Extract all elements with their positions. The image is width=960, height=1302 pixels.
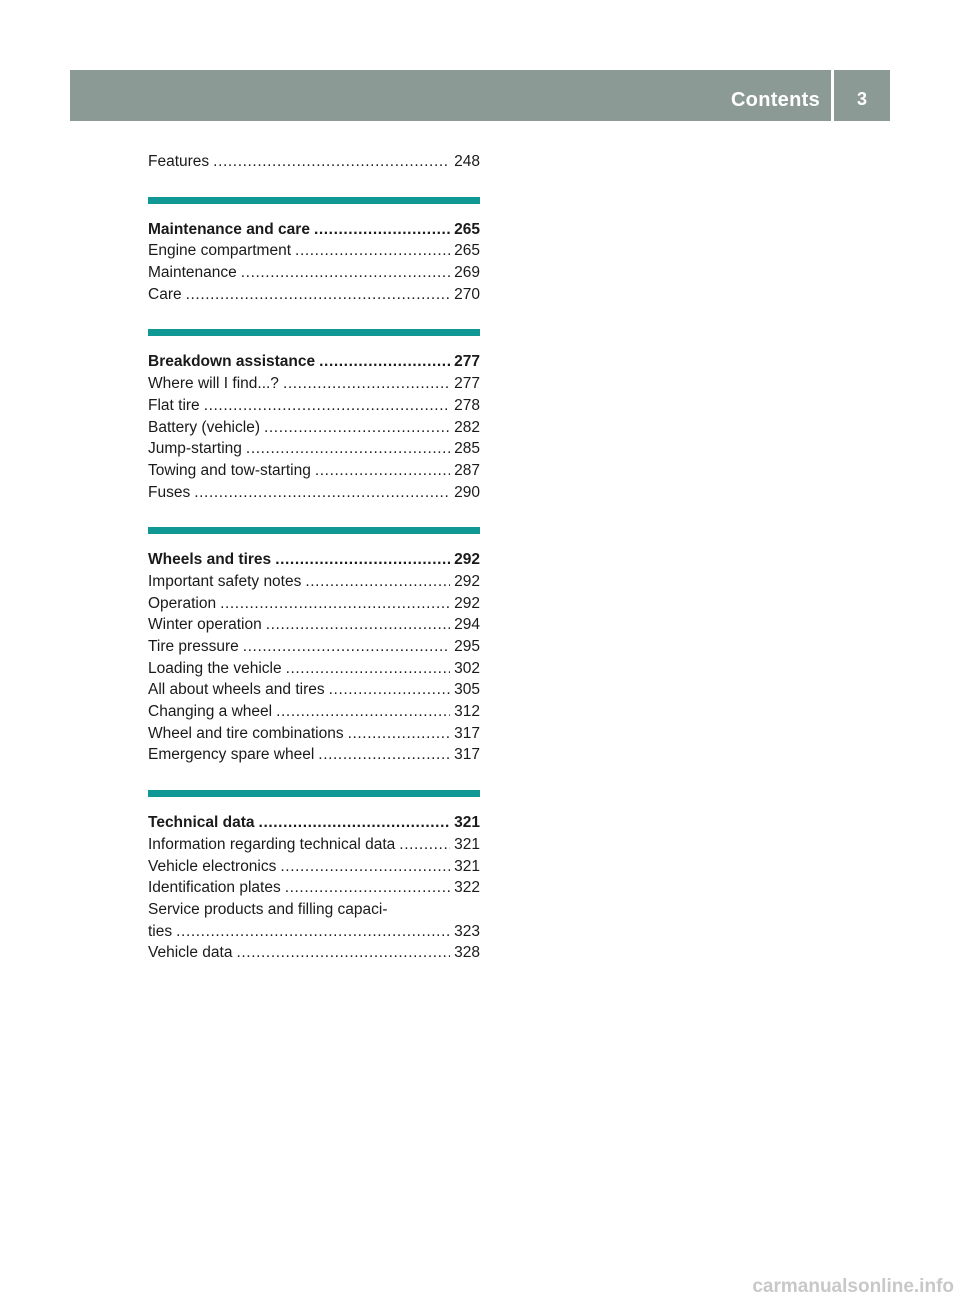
toc-entry-continued-label: ties bbox=[148, 922, 173, 940]
toc-entry-label: Emergency spare wheel bbox=[148, 746, 315, 764]
section-heading-page: 265 bbox=[454, 220, 480, 238]
toc-entry-label: Fuses bbox=[148, 483, 191, 501]
dot-leader bbox=[285, 877, 450, 899]
table-of-contents bbox=[148, 151, 480, 964]
section-heading-label: Breakdown assistance bbox=[148, 353, 316, 371]
toc-entry[interactable] bbox=[148, 438, 480, 460]
dot-leader bbox=[305, 571, 450, 593]
toc-entry-label: All about wheels and tires bbox=[148, 681, 325, 699]
toc-entry-label: Flat tire bbox=[148, 396, 200, 414]
toc-entry-page: 282 bbox=[454, 418, 480, 436]
toc-entry-page: 302 bbox=[454, 659, 480, 677]
dot-leader bbox=[194, 482, 450, 504]
toc-entry-page: 269 bbox=[454, 264, 480, 282]
toc-entry-page: 322 bbox=[454, 879, 480, 897]
toc-entry-label: Where will I find...? bbox=[148, 375, 279, 393]
dot-leader bbox=[314, 219, 450, 241]
toc-entry[interactable] bbox=[148, 460, 480, 482]
toc-entry-page: 295 bbox=[454, 638, 480, 655]
toc-entry[interactable] bbox=[148, 262, 480, 284]
toc-entry-continued-page: 323 bbox=[454, 922, 480, 940]
toc-entry[interactable] bbox=[148, 240, 480, 262]
toc-entry[interactable] bbox=[148, 395, 480, 417]
dot-leader bbox=[236, 942, 450, 964]
toc-entry-page: 270 bbox=[454, 285, 480, 303]
toc-entry-page: 290 bbox=[454, 483, 480, 501]
dot-leader bbox=[315, 460, 450, 482]
page-number: 3 bbox=[856, 89, 867, 109]
toc-entry[interactable] bbox=[148, 877, 480, 899]
toc-entry-label: Operation bbox=[148, 594, 217, 612]
dot-leader bbox=[286, 658, 451, 680]
toc-entry-continued[interactable] bbox=[148, 921, 480, 943]
section-heading-page: 277 bbox=[454, 353, 480, 371]
toc-entry[interactable] bbox=[148, 417, 480, 439]
toc-entry[interactable] bbox=[148, 723, 480, 745]
watermark: carmanualsonline.info bbox=[752, 1276, 954, 1297]
page-title: Contents bbox=[730, 89, 820, 111]
toc-entry-label: Changing a wheel bbox=[148, 703, 273, 721]
toc-entry-page: 277 bbox=[454, 375, 480, 393]
toc-entry[interactable] bbox=[148, 284, 480, 306]
toc-entry-page: 248 bbox=[454, 153, 480, 170]
dot-leader bbox=[280, 856, 450, 878]
toc-entry-label: Features bbox=[148, 153, 210, 170]
toc-entry-label: Towing and tow-starting bbox=[148, 461, 311, 479]
toc-entry[interactable] bbox=[148, 701, 480, 723]
toc-entry-label: Maintenance bbox=[148, 264, 237, 282]
toc-entry-page: 287 bbox=[454, 461, 480, 479]
toc-entry[interactable] bbox=[148, 658, 480, 680]
toc-entry-label: Service products and filling capaci- bbox=[148, 900, 388, 918]
dot-leader bbox=[204, 395, 450, 417]
toc-entry-page: 321 bbox=[454, 835, 480, 853]
toc-entry[interactable] bbox=[148, 744, 480, 766]
section-heading-label: Maintenance and care bbox=[148, 220, 310, 238]
dot-leader bbox=[259, 812, 451, 834]
toc-entry-page: 317 bbox=[454, 746, 480, 764]
dot-leader bbox=[220, 593, 450, 615]
section-heading[interactable] bbox=[148, 351, 480, 373]
toc-entry[interactable] bbox=[148, 373, 480, 395]
toc-entry-page: 312 bbox=[454, 703, 480, 721]
dot-leader bbox=[264, 417, 450, 439]
dot-leader bbox=[176, 921, 450, 943]
toc-entry-page: 317 bbox=[454, 724, 480, 742]
toc-section bbox=[148, 197, 480, 306]
dot-leader bbox=[266, 614, 450, 636]
toc-entry-label: Tire pressure bbox=[148, 638, 239, 655]
toc-entry-page: 321 bbox=[454, 857, 480, 875]
toc-entry-page: 278 bbox=[454, 396, 480, 414]
section-divider bbox=[148, 527, 480, 534]
toc-entry-label: Care bbox=[148, 285, 182, 303]
section-heading[interactable] bbox=[148, 219, 480, 241]
toc-entry-page: 305 bbox=[454, 681, 480, 699]
toc-entry[interactable] bbox=[148, 636, 480, 658]
dot-leader bbox=[283, 373, 450, 395]
toc-entry[interactable] bbox=[148, 571, 480, 593]
toc-entry-label: Engine compartment bbox=[148, 242, 292, 260]
dot-leader bbox=[329, 679, 450, 701]
dot-leader bbox=[213, 151, 450, 173]
dot-leader bbox=[243, 636, 450, 658]
toc-section bbox=[148, 527, 480, 766]
dot-leader bbox=[186, 284, 451, 306]
dot-leader bbox=[276, 701, 450, 723]
toc-entry-page: 294 bbox=[454, 616, 480, 634]
dot-leader bbox=[246, 438, 450, 460]
toc-entry[interactable] bbox=[148, 614, 480, 636]
toc-entry-label: Jump-starting bbox=[148, 440, 242, 458]
toc-entry[interactable] bbox=[148, 679, 480, 701]
toc-entry[interactable] bbox=[148, 942, 480, 964]
dot-leader bbox=[348, 723, 451, 745]
toc-entry-label: Wheel and tire combinations bbox=[148, 724, 344, 742]
section-divider bbox=[148, 197, 480, 204]
section-heading-page: 292 bbox=[454, 551, 480, 569]
section-heading-page: 321 bbox=[454, 814, 480, 832]
toc-entry-page: 292 bbox=[454, 594, 480, 612]
dot-leader bbox=[319, 351, 450, 373]
toc-entry-label: Important safety notes bbox=[148, 572, 302, 590]
toc-entry[interactable] bbox=[148, 593, 480, 615]
dot-leader bbox=[318, 744, 450, 766]
toc-entry-label: Vehicle electronics bbox=[148, 857, 277, 875]
toc-entry[interactable] bbox=[148, 856, 480, 878]
section-heading-label: Technical data bbox=[148, 814, 255, 832]
section-divider bbox=[148, 329, 480, 336]
toc-entry-page: 292 bbox=[454, 572, 480, 590]
toc-entry-page: 265 bbox=[454, 242, 480, 260]
toc-section bbox=[148, 329, 480, 503]
section-divider bbox=[148, 790, 480, 797]
dot-leader bbox=[241, 262, 450, 284]
toc-entry-label: Vehicle data bbox=[148, 944, 233, 962]
toc-entry[interactable] bbox=[148, 482, 480, 504]
toc-entry[interactable] bbox=[148, 834, 480, 856]
toc-entry-label: Information regarding technical data bbox=[148, 835, 396, 853]
dot-leader bbox=[275, 549, 450, 571]
toc-entry-page: 328 bbox=[454, 944, 480, 962]
dot-leader bbox=[295, 240, 450, 262]
toc-entry-label: Battery (vehicle) bbox=[148, 418, 260, 436]
toc-entry-page: 285 bbox=[454, 440, 480, 458]
toc-entry-label: Loading the vehicle bbox=[148, 659, 282, 677]
toc-entry[interactable] bbox=[148, 151, 480, 173]
section-heading[interactable] bbox=[148, 549, 480, 571]
section-heading[interactable] bbox=[148, 812, 480, 834]
toc-entry-label: Winter operation bbox=[148, 616, 262, 634]
section-heading-label: Wheels and tires bbox=[148, 551, 272, 569]
dot-leader bbox=[399, 834, 450, 856]
toc-entry-label: Identification plates bbox=[148, 879, 281, 897]
toc-section bbox=[148, 790, 480, 964]
toc-entry[interactable] bbox=[148, 899, 480, 921]
